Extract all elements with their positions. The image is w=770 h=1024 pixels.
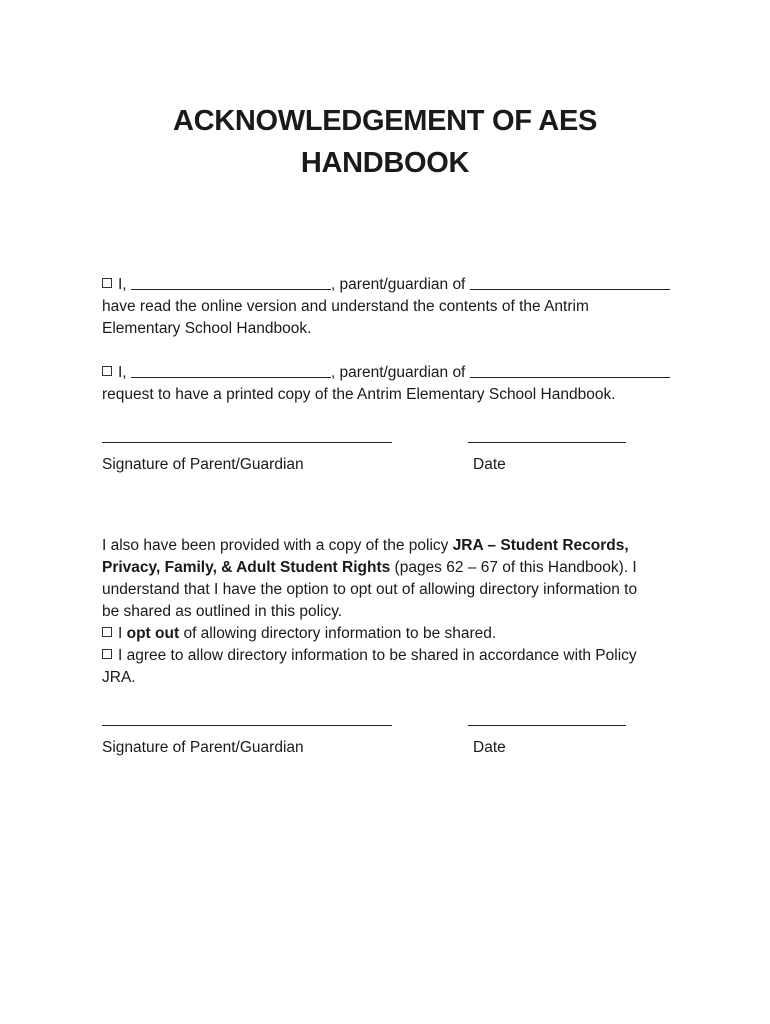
date-line[interactable]	[468, 725, 626, 726]
parent-name-blank[interactable]	[131, 363, 331, 378]
title-line-2: HANDBOOK	[300, 147, 470, 179]
parent-name-blank[interactable]	[131, 275, 331, 290]
signature-line[interactable]	[102, 725, 392, 726]
student-name-blank[interactable]	[470, 275, 670, 290]
printed-copy-checkbox[interactable]	[102, 366, 112, 376]
opt-out-option	[102, 623, 692, 645]
agree-option-line-2: JRA.	[102, 669, 136, 686]
policy-paragraph	[102, 535, 692, 689]
document-title	[0, 100, 770, 184]
parent-guardian-of-label: , parent/guardian of	[330, 364, 466, 381]
signature-row-2	[102, 719, 692, 763]
policy-line-1-text: I also have been provided with a copy of the policy	[102, 537, 453, 554]
read-online-checkbox[interactable]	[102, 278, 112, 288]
date-label: Date	[473, 739, 506, 756]
opt-out-checkbox[interactable]	[102, 627, 112, 637]
opt-out-text-c: of allowing directory information to be shared.	[179, 625, 497, 642]
agree-checkbox[interactable]	[102, 649, 112, 659]
policy-line-1	[102, 535, 692, 557]
signature-label: Signature of Parent/Guardian	[102, 456, 304, 473]
option-printed-copy	[102, 362, 692, 406]
date-label: Date	[473, 456, 506, 473]
student-name-blank[interactable]	[470, 363, 670, 378]
i-prefix: I,	[118, 364, 127, 381]
agree-text-line-1: I agree to allow directory information to be shared in accordance with Policy	[118, 647, 637, 664]
agree-option	[102, 645, 692, 667]
option-read-online-line-2: have read the online version and understand the contents of the Antrim	[102, 298, 589, 315]
policy-line-2-text: (pages 62 – 67 of this Handbook). I	[390, 559, 637, 576]
title-line-1: ACKNOWLEDGEMENT OF AES	[172, 105, 598, 137]
option-printed-copy-line-2: request to have a printed copy of the Antrim Elementary School Handbook.	[102, 386, 616, 403]
policy-line-4: be shared as outlined in this policy.	[102, 603, 343, 620]
opt-out-text-a: I	[118, 625, 127, 642]
signature-label: Signature of Parent/Guardian	[102, 739, 304, 756]
option-read-online-line-3: Elementary School Handbook.	[102, 320, 312, 337]
i-prefix: I,	[118, 276, 127, 293]
policy-title-part-1: JRA – Student Records,	[452, 537, 629, 554]
option-printed-copy-line-1	[102, 362, 692, 384]
date-line[interactable]	[468, 442, 626, 443]
option-read-online	[102, 274, 692, 340]
signature-row-1	[102, 436, 692, 480]
policy-line-3: understand that I have the option to opt out of allowing directory information to	[102, 581, 638, 598]
policy-title-part-2: Privacy, Family, & Adult Student Rights	[102, 559, 391, 576]
signature-line[interactable]	[102, 442, 392, 443]
opt-out-emphasis: opt out	[126, 625, 180, 642]
parent-guardian-of-label: , parent/guardian of	[330, 276, 466, 293]
option-read-online-line-1	[102, 274, 692, 296]
policy-line-2	[102, 557, 692, 579]
